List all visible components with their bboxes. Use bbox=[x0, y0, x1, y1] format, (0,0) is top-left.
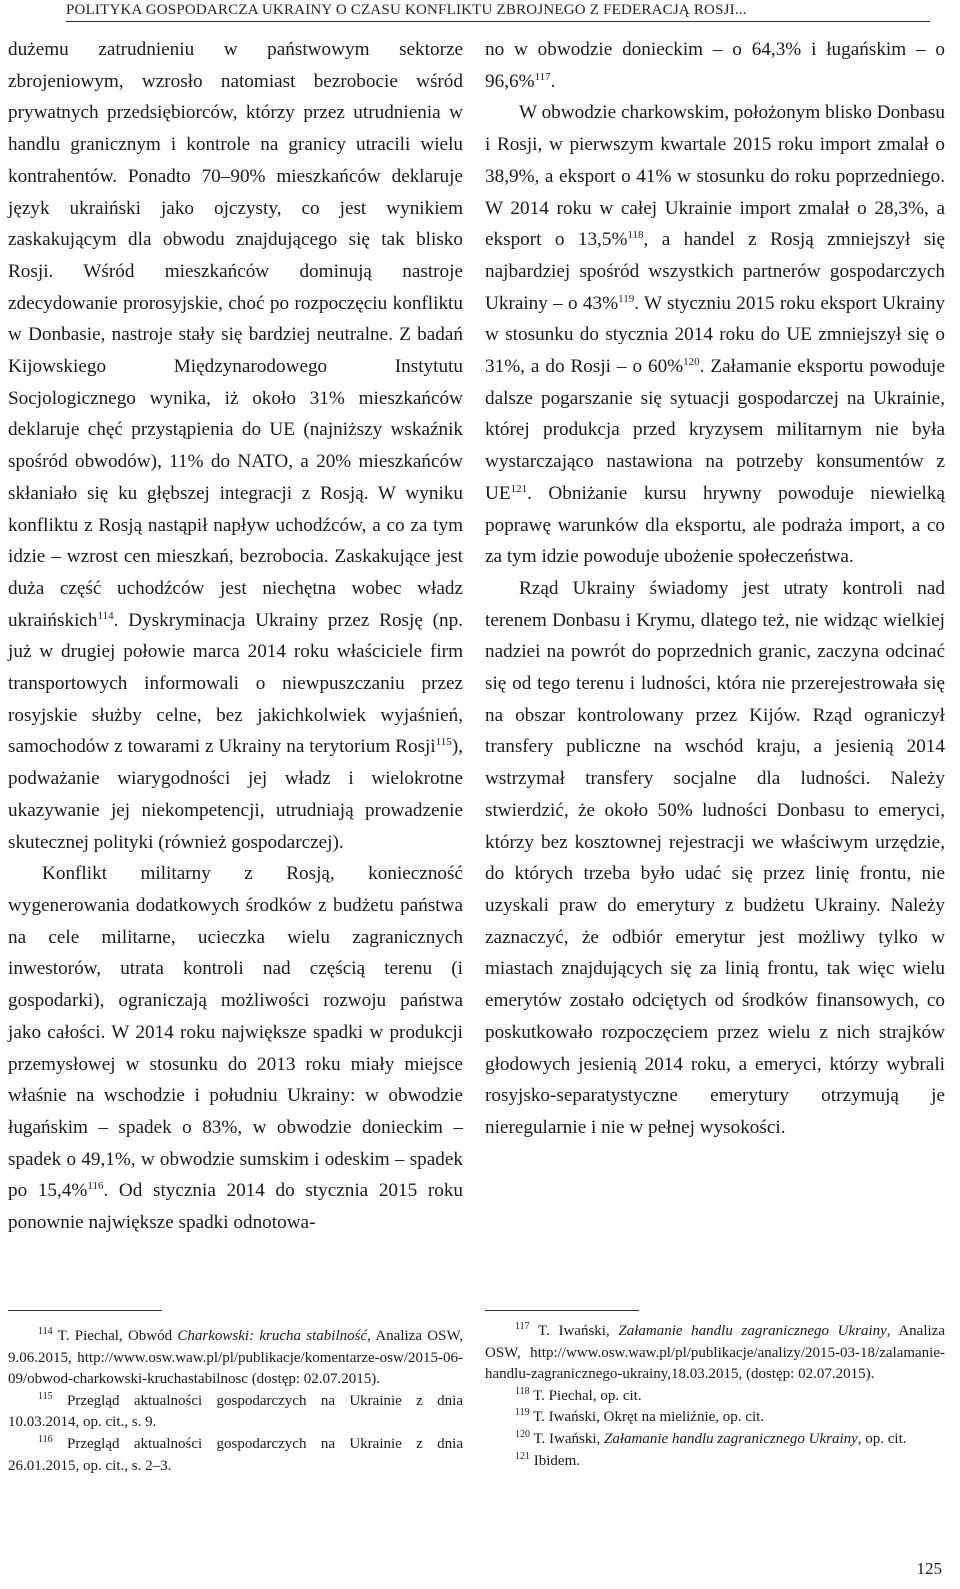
text-run: W obwodzie charkowskim, położonym blisko Donbasu i Rosji, w pierwszym kwartale 2015 roku import zmalał o 38,9%, a eksport o 41% w stosunku do roku poprzedniego. W 2014 roku w całej Ukrainie import zmalał o 28,3%, a eksport o 13,5% bbox=[485, 102, 945, 251]
footnote-title: Załamanie handlu zagranicznego Ukrainy bbox=[604, 1430, 858, 1447]
footnote-text: , Analiza OSW, 9.06.2015, http://www.osw.waw.pl/pl/publikacje/komentarze-osw/2015-06-09/obwod-charkowski-kruchastabilnosc (dostęp: 02.07.2015). bbox=[8, 1328, 463, 1388]
paragraph bbox=[8, 34, 463, 858]
footnote-separator bbox=[8, 1310, 162, 1311]
footnote-text: Ibidem. bbox=[533, 1452, 580, 1469]
footnote-ref[interactable]: 115 bbox=[435, 736, 452, 749]
footnote bbox=[485, 1451, 945, 1473]
left-text-column bbox=[8, 34, 463, 1239]
text-run: . Od stycznia 2014 do stycznia 2015 roku ponownie największe spadki odnotowa- bbox=[8, 1180, 464, 1234]
footnote-separator bbox=[485, 1310, 639, 1311]
footnote-text: Przegląd aktualności gospodarczych na Ukrainie z dnia 26.01.2015, op. cit., s. 2–3. bbox=[8, 1435, 464, 1474]
footnote-title: Załamanie handlu zagranicznego Ukrainy bbox=[618, 1323, 887, 1339]
running-header: POLITYKA GOSPODARCZA UKRAINY O CZASU KONFLIKTU ZBROJNEGO Z FEDERACJĄ ROSJI... bbox=[66, 2, 930, 22]
footnote-ref[interactable]: 116 bbox=[87, 1180, 104, 1193]
paragraph bbox=[485, 34, 945, 97]
footnote-text: T. Iwański, Okręt na mieliźnie, op. cit. bbox=[533, 1409, 765, 1426]
footnote-ref[interactable]: 118 bbox=[627, 229, 644, 242]
text-run: . Obniżanie kursu hrywny powoduje niewielką poprawę warunków dla eksportu, ale podraża import, a co za tym idzie powoduje ubożenie społeczeństwa. bbox=[485, 482, 945, 568]
right-text-column bbox=[485, 34, 945, 1144]
footnote bbox=[485, 1321, 945, 1386]
text-run: . Dyskryminacja Ukrainy przez Rosję (np. już w drugiej połowie marca 2014 roku właściciele firm transportowych informowali o niewpuszczaniu przez rosyjskie służby celne, bez jakichkolwiek wyjaśnień, samochodów z towarami z Ukrainy na terytorium Rosji bbox=[8, 609, 463, 758]
paragraph bbox=[8, 858, 463, 1238]
footnote-number: 116 bbox=[38, 1433, 53, 1445]
text-run: , a handel z Rosją zmniejszył się najbardziej spośród wszystkich partnerów gospodarczych Ukrainy – o 43% bbox=[485, 229, 946, 314]
text-run: . bbox=[550, 70, 556, 92]
footnote-text: Przegląd aktualności gospodarczych na Ukrainie z dnia 10.03.2014, op. cit., s. 9. bbox=[8, 1392, 464, 1431]
paragraph bbox=[485, 97, 945, 573]
footnote bbox=[8, 1434, 463, 1477]
footnote-title: Charkowski: krucha stabilność bbox=[177, 1328, 368, 1344]
footnote bbox=[485, 1407, 945, 1429]
footnotes-left bbox=[8, 1326, 463, 1477]
footnote bbox=[485, 1429, 945, 1451]
text-run: no w obwodzie donieckim – o 64,3% i ługańskim – o 96,6% bbox=[485, 39, 945, 92]
footnote-number: 121 bbox=[515, 1450, 530, 1462]
footnote-text: , Analiza OSW, http://www.osw.waw.pl/pl/publikacje/analizy/2015-03-18/zalamanie-handlu-zagranicznego-ukrainy,18.03.2015, (dostęp: 02.07.2015). bbox=[485, 1323, 945, 1383]
text-run: . W styczniu 2015 roku eksport Ukrainy w stosunku do stycznia 2014 roku do UE zmniejszył się o 31%, a do Rosji – o 60% bbox=[485, 292, 946, 378]
page-number: 125 bbox=[916, 1559, 942, 1578]
footnote-ref[interactable]: 119 bbox=[618, 292, 635, 305]
text-run: . Załamanie eksportu powoduje dalsze pogarszanie się sytuacji gospodarczej na Ukrainie, której produkcja przed kryzysem militarnym nie była wystarczająco nastawiona na potrzeby konsumentów z UE bbox=[485, 356, 945, 504]
footnote-number: 119 bbox=[515, 1407, 530, 1419]
footnote-ref[interactable]: 121 bbox=[510, 482, 528, 495]
footnote-ref[interactable]: 114 bbox=[97, 609, 114, 622]
text-run: Konflikt militarny z Rosją, konieczność wygenerowania dodatkowych środków z budżetu państwa na cele militarne, ucieczka wielu zagranicznych inwestorów, utrata kontroli nad częścią terenu (i gospodarki), ograniczają możliwości rozwoju państwa jako całości. W 2014 roku największe spadki w produkcji przemysłowej w stosunku do 2013 roku miały miejsce właśnie na wschodzie i południu Ukrainy: w obwodzie ługańskim – spadek o 83%, w obwodzie donieckim – spadek o 49,1%, w obwodzie sumskim i odeskim – spadek po 15,4% bbox=[8, 863, 463, 1202]
footnote-ref[interactable]: 120 bbox=[683, 356, 700, 369]
footnote-text: T. Iwański, bbox=[538, 1323, 619, 1339]
footnote bbox=[8, 1391, 463, 1434]
footnote-text: T. Iwański, bbox=[533, 1430, 605, 1447]
footnote-number: 120 bbox=[515, 1428, 530, 1440]
footnote bbox=[8, 1326, 463, 1391]
footnote-ref[interactable]: 117 bbox=[534, 70, 551, 83]
footnotes-right bbox=[485, 1321, 945, 1472]
text-run: dużemu zatrudnieniu w państwowym sektorze zbrojeniowym, wzrosło natomiast bezrobocie wśród prywatnych przedsiębiorców, którzy przez utrudnienia w handlu granicznym i kontrole na granicy utracili wielu kontrahentów. Ponadto 70–90% mieszkańców deklaruje język ukraiński jako ojczysty, co jest wynikiem zaskakującym dla obwodu znajdującego się tak blisko Rosji. Wśród mieszkańców dominują nastroje zdecydowanie prorosyjskie, choć po rozpoczęciu konfliktu w Donbasie, nastroje stały się bardziej neutralne. Z badań Kijowskiego Międzynarodowego Instytutu Socjologicznego wynika, iż około 31% mieszkańców deklaruje chęć przystąpienia do UE (najniższy wskaźnik spośród obwodów), 11% do NATO, a 20% mieszkańców skłaniało się ku głębszej integracji z Rosją. W wyniku konfliktu z Rosją nastąpił napływ uchodźców, a co za tym idzie – wzrost cen mieszkań, bezrobocia. Zaskakujące jest duża część uchodźców jest niechętna wobec władz ukraińskich bbox=[8, 39, 463, 631]
paragraph: Rząd Ukrainy świadomy jest utraty kontroli nad terenem Donbasu i Krymu, dlatego też, nie widząc wielkiej nadziei na powrót do poprzednich granic, zaczyna odcinać się od tego terenu i ludności, która nie przerejestrowała się na obszar kontrolowany przez Kijów. Rząd ograniczył transfery publiczne na wschód kraju, a jesienią 2014 wstrzymał transfery socjalne dla ludności. Należy stwierdzić, że około 50% ludności Donbasu to emeryci, którzy bez kosztownej rejestracji we właściwym urzędzie, do których trzeba było udać się przez linię frontu, nie uzyskali praw do emerytury z budżetu Ukrainy. Należy zaznaczyć, że odbiór emerytur jest możliwy tylko w miastach znajdujących się za linią frontu, tak więc wielu emerytów zostało odciętych od środków finansowych, co poskutkowało rozpoczęciem przez wielu z nich strajków głodowych jesienią 2014 roku, a emeryci, którzy wybrali rosyjsko-separatystyczne emerytury otrzymują je nieregularnie i nie w pełnej wysokości. bbox=[485, 577, 945, 1138]
footnote-text: , op. cit. bbox=[857, 1430, 907, 1447]
footnote-number: 118 bbox=[515, 1385, 530, 1397]
footnote-text: T. Piechal, Obwód bbox=[57, 1328, 178, 1344]
footnote-number: 114 bbox=[38, 1326, 53, 1337]
footnote-number: 115 bbox=[38, 1390, 53, 1402]
footnote bbox=[485, 1386, 945, 1408]
text-run: ), podważanie wiarygodności jej władz i wielokrotne ukazywanie jej niekompetencji, utrudniają prowadzenie skutecznej polityki (również gospodarczej). bbox=[8, 736, 463, 853]
footnote-number: 117 bbox=[515, 1321, 530, 1332]
footnote-text: T. Piechal, op. cit. bbox=[533, 1387, 642, 1404]
